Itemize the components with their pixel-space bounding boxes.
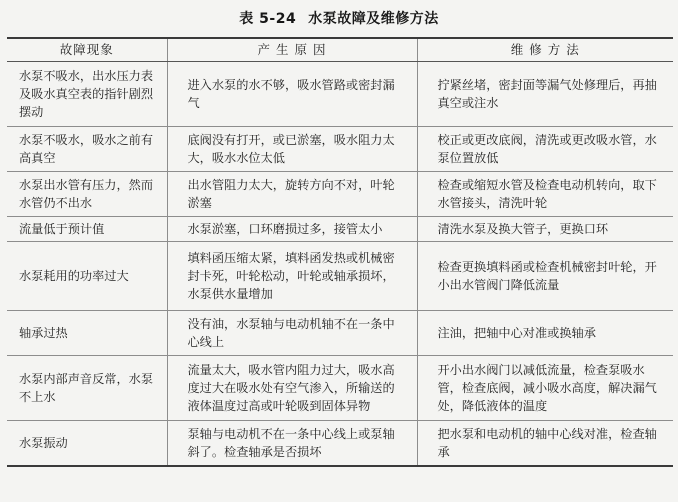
header-method: 维 修 方 法 xyxy=(417,38,673,62)
table-number: 表 5-24 xyxy=(239,11,297,27)
method-text: 检查或缩短水管及检查电动机转向，取下水管接头，清洗叶轮 xyxy=(437,178,657,210)
table-row xyxy=(7,242,673,311)
table-row xyxy=(7,356,673,421)
phenomenon-cell xyxy=(7,127,167,172)
phenomenon-cell xyxy=(7,311,167,356)
cause-text: 出水管阻力太大，旋转方向不对，叶轮淤塞 xyxy=(187,178,395,210)
table-header-row xyxy=(7,38,673,62)
method-cell xyxy=(417,172,673,217)
phenomenon-text: 水泵内部声音反常，水泵不上水 xyxy=(19,372,154,404)
cause-cell xyxy=(167,62,417,127)
phenomenon-text: 水泵不吸水，出水压力表及吸水真空表的指针剧烈摆动 xyxy=(19,69,154,119)
header-cause: 产 生 原 因 xyxy=(167,38,417,62)
phenomenon-text: 水泵振动 xyxy=(19,436,68,450)
table-row xyxy=(7,127,673,172)
method-text: 校正或更改底阀，清洗或更改吸水管，水泵位置放低 xyxy=(437,133,657,165)
method-cell xyxy=(417,311,673,356)
method-text: 检查更换填料函或检查机械密封叶轮，开小出水管阀门降低流量 xyxy=(437,260,657,292)
table-title-text: 水泵故障及维修方法 xyxy=(308,11,439,27)
method-cell xyxy=(417,127,673,172)
method-cell xyxy=(417,62,673,127)
pump-fault-table xyxy=(7,37,673,467)
cause-text: 底阀没有打开，或已淤塞，吸水阻力太大，吸水水位太低 xyxy=(187,133,395,165)
cause-text: 泵轴与电动机不在一条中心线上或泵轴斜了。检查轴承是否损坏 xyxy=(187,427,395,459)
table-row xyxy=(7,311,673,356)
method-cell xyxy=(417,242,673,311)
phenomenon-cell xyxy=(7,62,167,127)
cause-text: 水泵淤塞，口环磨损过多，接管太小 xyxy=(187,222,383,236)
cause-cell xyxy=(167,127,417,172)
cause-cell xyxy=(167,356,417,421)
table-row xyxy=(7,217,673,242)
cause-cell xyxy=(167,172,417,217)
phenomenon-text: 水泵耗用的功率过大 xyxy=(19,269,129,283)
cause-text: 填料函压缩太紧，填料函发热或机械密封卡死，叶轮松动，叶轮或轴承损坏，水泵供水量增加 xyxy=(187,251,395,301)
cause-text: 流量太大，吸水管内阻力过大，吸水高度过大在吸水处有空气渗入，所输送的液体温度过高或叶轮吸到固体异物 xyxy=(187,363,395,413)
table-row xyxy=(7,62,673,127)
cause-text: 没有油，水泵轴与电动机轴不在一条中心线上 xyxy=(187,317,395,349)
cause-cell xyxy=(167,311,417,356)
table-title xyxy=(0,8,678,28)
phenomenon-text: 轴承过热 xyxy=(19,326,68,340)
method-text: 注油，把轴中心对准或换轴承 xyxy=(437,326,596,340)
phenomenon-text: 流量低于预计值 xyxy=(19,222,105,236)
table-row xyxy=(7,421,673,467)
phenomenon-text: 水泵不吸水，吸水之前有高真空 xyxy=(19,133,154,165)
method-text: 清洗水泵及换大管子，更换口环 xyxy=(437,222,609,236)
cause-cell xyxy=(167,421,417,467)
phenomenon-cell xyxy=(7,421,167,467)
method-cell xyxy=(417,217,673,242)
header-phenomenon: 故障现象 xyxy=(7,38,167,62)
phenomenon-cell xyxy=(7,172,167,217)
phenomenon-cell xyxy=(7,242,167,311)
cause-text: 进入水泵的水不够，吸水管路或密封漏气 xyxy=(187,78,395,110)
method-text: 拧紧丝堵，密封面等漏气处修理后，再抽真空或注水 xyxy=(437,78,657,110)
phenomenon-text: 水泵出水管有压力，然而水管仍不出水 xyxy=(19,178,154,210)
method-text: 开小出水阀门以减低流量，检查泵吸水管，检查底阀，减小吸水高度，解决漏气处，降低液体的温度 xyxy=(437,363,657,413)
cause-cell xyxy=(167,217,417,242)
phenomenon-cell xyxy=(7,217,167,242)
cause-cell xyxy=(167,242,417,311)
method-text: 把水泵和电动机的轴中心线对准，检查轴承 xyxy=(437,427,657,459)
method-cell xyxy=(417,356,673,421)
method-cell xyxy=(417,421,673,467)
phenomenon-cell xyxy=(7,356,167,421)
table-row xyxy=(7,172,673,217)
